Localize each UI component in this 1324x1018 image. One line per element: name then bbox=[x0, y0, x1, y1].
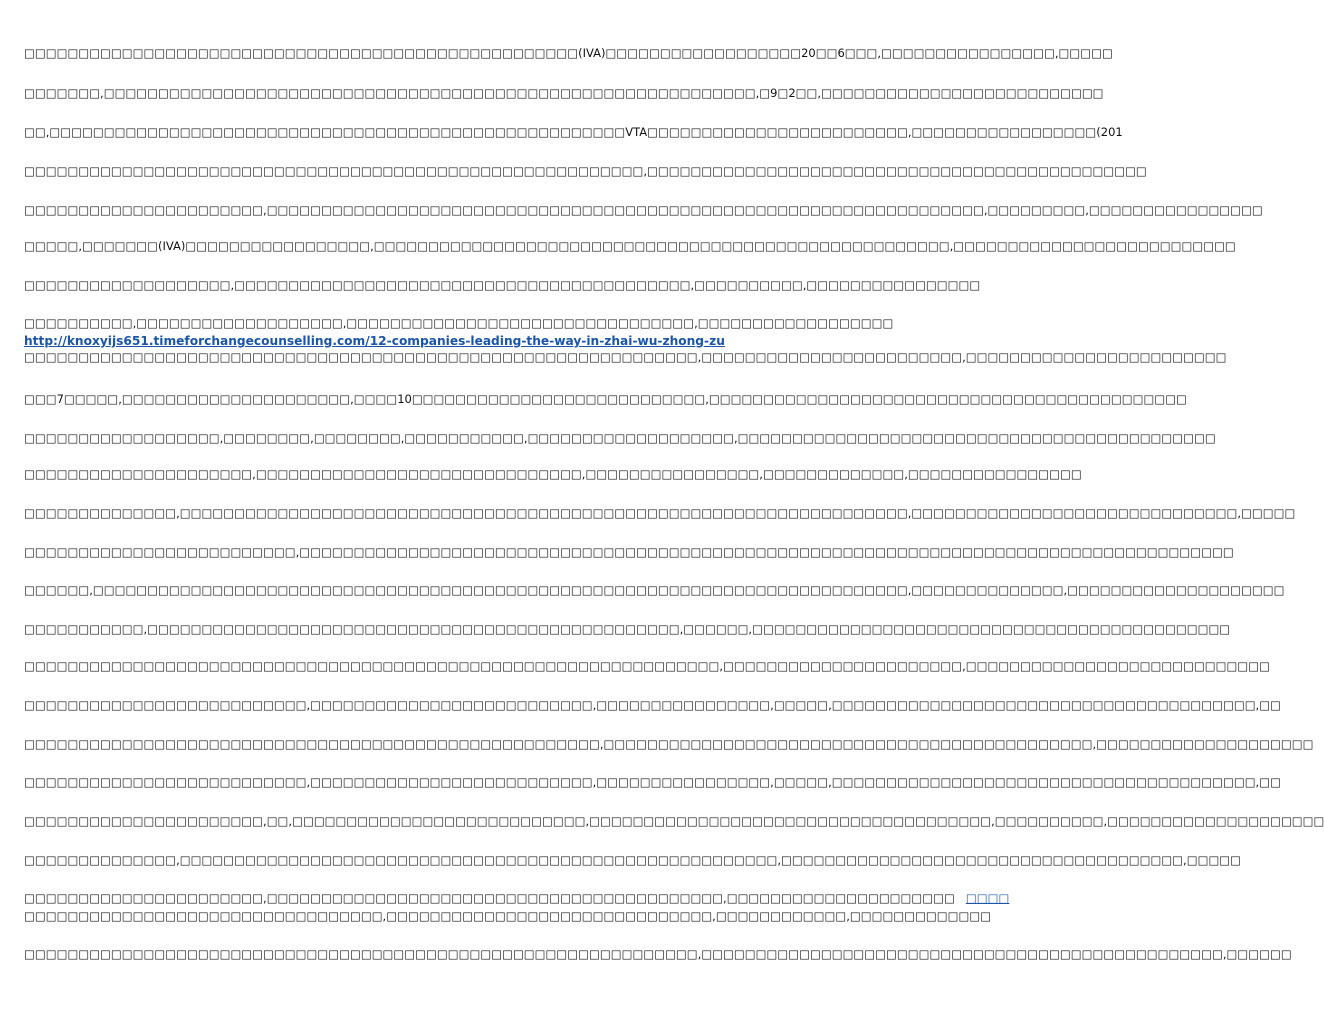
inline-link[interactable]: □□□□ bbox=[965, 891, 1010, 905]
paragraph-line: □□□□□□□□□□□□□□,□□□□□□□□□□□□□□□□□□□□□□□□□□□□□□□□□□□□□□□□□□□□□□□□□□□□□□□□□□□□□□□□□□□,□□□□□□□□□□□□□□□□□□□□□□□□□□□□□□,□□□□□ bbox=[24, 506, 1296, 520]
paragraph-line: □□□□□,□□□□□□□(IVA)□□□□□□□□□□□□□□□□□,□□□□□□□□□□□□□□□□□□□□□□□□□□□□□□□□□□□□□□□□□□□□□□□□□□□□□,□□□□□□□□□□□□□□□□□□□□□□□□□□ bbox=[24, 239, 1236, 253]
inline-spacer bbox=[959, 891, 963, 905]
paragraph-line: □□□□□□□□□□□□□□□□□□□□□□□□□,□□□□□□□□□□□□□□□□□□□□□□□□□□□□□□□□□□□□□□□□□□□□□□□□□□□□□□□□□□□□□□□□□□□□□□□□□□□□□□□□□□□□□□ bbox=[24, 545, 1234, 559]
paragraph-line: □□□□□□□□□□□□□□,□□□□□□□□□□□□□□□□□□□□□□□□□□□□□□□□□□□□□□□□□□□□□□□□□□□□□□□,□□□□□□□□□□□□□□□□□□□□□□□□□□□□□□□□□□□□□,□□□□□ bbox=[24, 853, 1242, 867]
paragraph-line bbox=[24, 891, 1009, 905]
paragraph-line: □□□7□□□□□,□□□□□□□□□□□□□□□□□□□□□,□□□□10□□□□□□□□□□□□□□□□□□□□□□□□□□□,□□□□□□□□□□□□□□□□□□□□□□□□□□□□□□□□□□□□□□□□□□□□ bbox=[24, 392, 1187, 406]
paragraph-line: □□□□□□□□□□□□□□□□□□,□□□□□□□□,□□□□□□□□,□□□□□□□□□□□,□□□□□□□□□□□□□□□□□□□,□□□□□□□□□□□□□□□□□□□□□□□□□□□□□□□□□□□□□□□□□□□□ bbox=[24, 431, 1216, 445]
document-body bbox=[24, 0, 1324, 1018]
article-link[interactable]: http://knoxyijs651.timeforchangecounselling.com/12-companies-leading-the-way-in-zhai-wu-zhong-zu bbox=[24, 334, 725, 348]
paragraph-line: □□□□□□□□□□□□□□□□□□□,□□□□□□□□□□□□□□□□□□□□□□□□□□□□□□□□□□□□□□□□□□,□□□□□□□□□□,□□□□□□□□□□□□□□□□ bbox=[24, 278, 981, 292]
paragraph-line: □□□□□□□□□□□□□□□□□□□□□□,□□,□□□□□□□□□□□□□□□□□□□□□□□□□□□,□□□□□□□□□□□□□□□□□□□□□□□□□□□□□□□□□□□□□,□□□□□□□□□□,□□□□□□□□□□□□□□□□□□□□ bbox=[24, 814, 1324, 828]
paragraph-line: □□□□□□□□□□□□□□□□□□□□□□,□□□□□□□□□□□□□□□□□□□□□□□□□□□□□□□□□□□□□□□□□□□□□□□□□□□□□□□□□□□□□□□□□□,□□□□□□□□□,□□□□□□□□□□□□□□□□ bbox=[24, 203, 1263, 217]
paragraph-line: □□□□□□□□□□□□□□□□□□□□□□□□□□□□□□□□□□□□□□□□□□□□□□□□□□□(IVA)□□□□□□□□□□□□□□□□□□20□□6□□□,□□□□□□□□□□□□□□□□,□□□□□ bbox=[24, 46, 1113, 60]
paragraph-line: □□□□□□□□□□□□□□□□□□□□□□□□□□□□□□□□□□□□□□□□□□□□□□□□□□□□□□□□□□□□□□,□□□□□□□□□□□□□□□□□□□□□□□□,□□□□□□□□□□□□□□□□□□□□□□□□ bbox=[24, 350, 1227, 364]
paragraph-line: □□□□□□□□□□□□□□□□□□□□□□□□□□□□□□□□□□□□□□□□□□□□□□□□□□□□□,□□□□□□□□□□□□□□□□□□□□□□□□□□□□□□□□□□□□□□□□□□□□□,□□□□□□□□□□□□□□□□□□□□ bbox=[24, 737, 1314, 751]
paragraph-line: □□□□□□□□□□,□□□□□□□□□□□□□□□□□□□,□□□□□□□□□□□□□□□□□□□□□□□□□□□□□□□□,□□□□□□□□□□□□□□□□□□ bbox=[24, 316, 894, 330]
paragraph-line: □□□□□□□,□□□□□□□□□□□□□□□□□□□□□□□□□□□□□□□□□□□□□□□□□□□□□□□□□□□□□□□□□□□□,□9□2□□,□□□□□□□□□□□□□□□□□□□□□□□□□□ bbox=[24, 86, 1104, 100]
paragraph-line: □□□□□□,□□□□□□□□□□□□□□□□□□□□□□□□□□□□□□□□□□□□□□□□□□□□□□□□□□□□□□□□□□□□□□□□□□□□□□□□□□□,□□□□□□□□□□□□□□,□□□□□□□□□□□□□□□□□□□□ bbox=[24, 583, 1285, 597]
paragraph-line: □□□□□□□□□□□□□□□□□□□□□,□□□□□□□□□□□□□□□□□□□□□□□□□□□□□□,□□□□□□□□□□□□□□□□,□□□□□□□□□□□□□,□□□□□□□□□□□□□□□□ bbox=[24, 467, 1082, 481]
paragraph-line: □□□□□□□□□□□□□□□□□□□□□□□□□□□□□□□□□□□□□□□□□□□□□□□□□□□□□□□□□,□□□□□□□□□□□□□□□□□□□□□□□□□□□□□□□□□□□□□□□□□□□□□□ bbox=[24, 164, 1147, 178]
paragraph-text: □□□□□□□□□□□□□□□□□□□□□□,□□□□□□□□□□□□□□□□□□□□□□□□□□□□□□□□□□□□□□□□□□,□□□□□□□□□□□□□□□□□□□□□ bbox=[24, 891, 955, 905]
paragraph-line: □□□□□□□□□□□□□□□□□□□□□□□□□□,□□□□□□□□□□□□□□□□□□□□□□□□□□,□□□□□□□□□□□□□□□□,□□□□□,□□□□□□□□□□□□□□□□□□□□□□□□□□□□□□□□□□□□□□□,□□ bbox=[24, 775, 1281, 789]
paragraph-line: □□□□□□□□□□□□□□□□□□□□□□□□□□□□□□□□□□□□□□□□□□□□□□□□□□□□□□□□□□□□□□,□□□□□□□□□□□□□□□□□□□□□□□□□□□□□□□□□□□□□□□□□□□□□□□□,□□□□□□ bbox=[24, 947, 1292, 961]
paragraph-line: □□□□□□□□□□□□□□□□□□□□□□□□□□□□□□□□□,□□□□□□□□□□□□□□□□□□□□□□□□□□□□□□,□□□□□□□□□□□□,□□□□□□□□□□□□□ bbox=[24, 909, 992, 923]
paragraph-line: □□□□□□□□□□□□□□□□□□□□□□□□□□□□□□□□□□□□□□□□□□□□□□□□□□□□□□□□□□□□□□□□,□□□□□□□□□□□□□□□□□□□□□□,□□□□□□□□□□□□□□□□□□□□□□□□□□□□ bbox=[24, 659, 1270, 673]
paragraph-line: □□□□□□□□□□□□□□□□□□□□□□□□□□,□□□□□□□□□□□□□□□□□□□□□□□□□□,□□□□□□□□□□□□□□□□,□□□□□,□□□□□□□□□□□□□□□□□□□□□□□□□□□□□□□□□□□□□□□,□□ bbox=[24, 698, 1281, 712]
paragraph-line: □□□□□□□□□□□,□□□□□□□□□□□□□□□□□□□□□□□□□□□□□□□□□□□□□□□□□□□□□□□□□,□□□□□□,□□□□□□□□□□□□□□□□□□□□□□□□□□□□□□□□□□□□□□□□□□□□ bbox=[24, 622, 1231, 636]
paragraph-line: □□,□□□□□□□□□□□□□□□□□□□□□□□□□□□□□□□□□□□□□□□□□□□□□□□□□□□□□VTA□□□□□□□□□□□□□□□□□□□□□□□□,□□□□□□□□□□□□□□□□□(201 bbox=[24, 125, 1123, 139]
